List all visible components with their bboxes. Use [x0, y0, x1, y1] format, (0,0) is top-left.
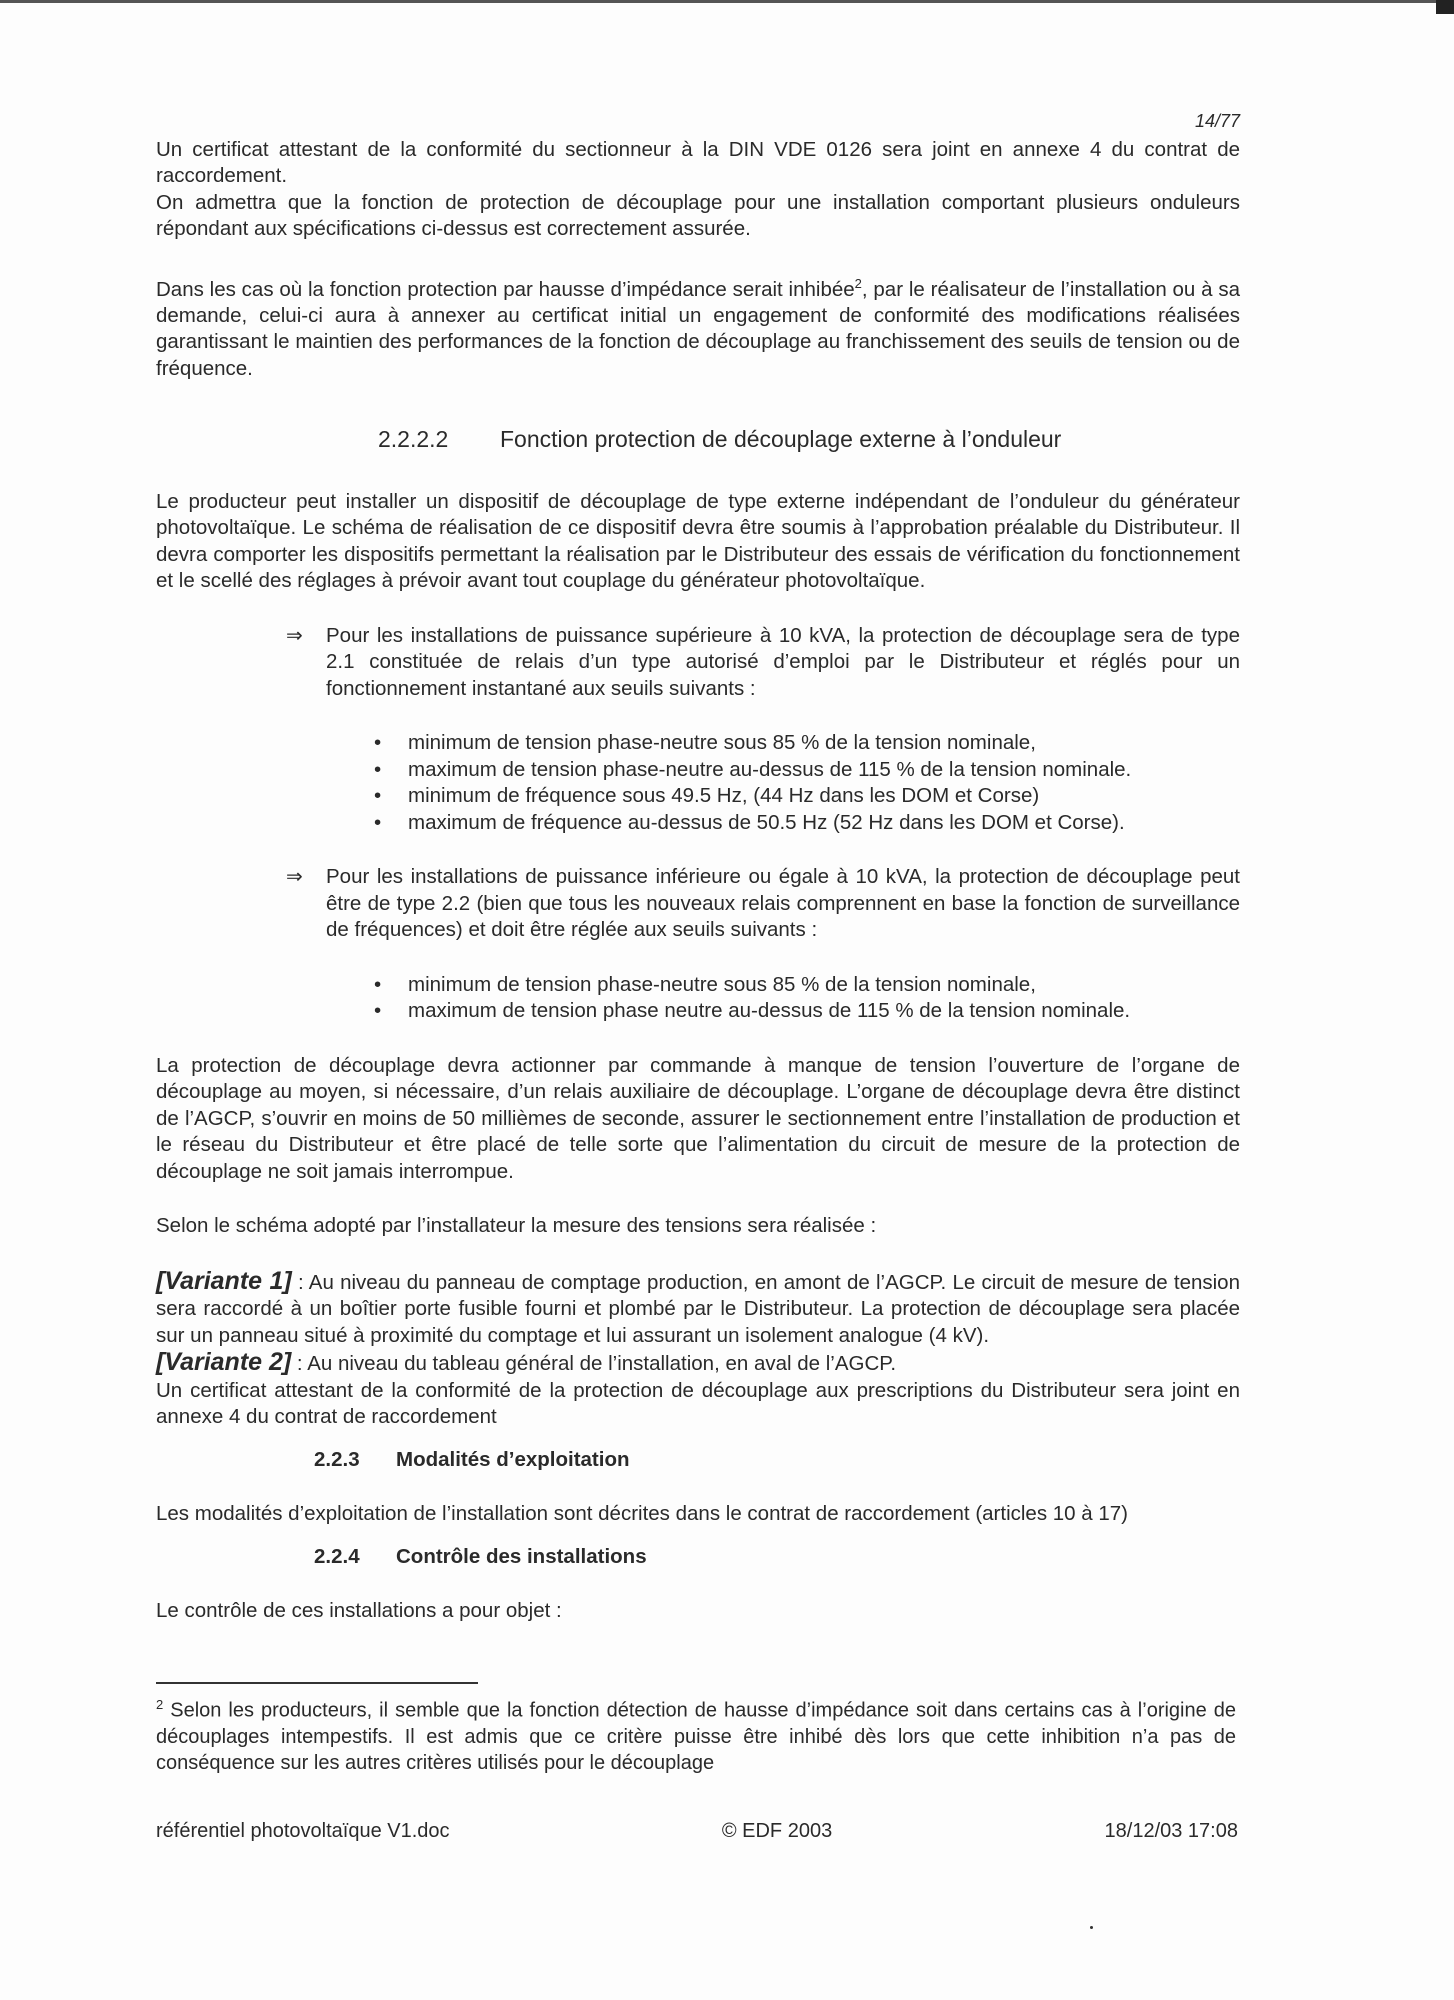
section-title: Modalités d’exploitation [396, 1447, 630, 1471]
section-heading-224 [314, 1544, 1240, 1571]
page-content [156, 108, 1240, 1625]
case-below-10kva [286, 864, 1240, 944]
implies-arrow-icon: ⇒ [286, 624, 303, 647]
paragraph-hausse-impedance-start: Dans les cas où la fonction protection par hausse d’impédance serait inhibée [156, 277, 855, 301]
case-above-10kva [286, 623, 1240, 703]
list-item: • minimum de tension phase-neutre sous 85 % de la tension nominale, [366, 730, 1240, 757]
variante-2 [156, 1349, 1240, 1378]
section-title: Fonction protection de découplage externe à l’onduleur [500, 426, 1062, 453]
list-item: • maximum de fréquence au-dessus de 50.5 Hz (52 Hz dans les DOM et Corse). [366, 810, 1240, 837]
list-item: • minimum de fréquence sous 49.5 Hz, (44 Hz dans les DOM et Corse) [366, 783, 1240, 810]
variante-2-label: [Variante 2] [156, 1348, 292, 1377]
paragraph-hausse-impedance-end: , par le réalisateur de l’installation ou à sa demande, celui-ci aura à annexer au certificat initial un engagement de conformité des modifications réalisées garantissant le maintien des performances de la fonction de découplage au franchissement des seuils de tension ou de fréquence. [156, 277, 1240, 380]
footer-filename: référentiel photovoltaïque V1.doc [156, 1820, 450, 1842]
paragraph-dispositif-externe: Le producteur peut installer un dispositif de découplage de type externe indépendant de l’onduleur du générateur photovoltaïque. Le schéma de réalisation de ce dispositif devra être soumis à l’approbation préalable du Distributeur. Il devra comporter les dispositifs permettant la réalisation par le Distributeur des essais de vérification du fonctionnement et le scellé des réglages à prévoir avant tout couplage du générateur photovoltaïque. [156, 489, 1240, 593]
thresholds-list-below-10kva [366, 972, 1240, 1025]
paragraph-organe-decouplage: La protection de découplage devra actionner par commande à manque de tension l’ouverture de l’organe de découplage au moyen, si nécessaire, d’un relais auxiliaire de découplage. L’organe de découplage devra être distinct de l’AGCP, s’ouvrir en moins de 50 millièmes de seconde, assurer le sectionnement entre l’installation de production et le réseau du Distributeur et être placé de telle sorte que l’alimentation du circuit de mesure de la protection de découplage ne soit jamais interrompue. [156, 1053, 1240, 1183]
footnote-separator [156, 1682, 478, 1684]
case-below-10kva-text: Pour les installations de puissance inférieure ou égale à 10 kVA, la protection de découplage peut être de type 2.2 (bien que tous les nouveaux relais comprennent en base la fonction de surveillance de fréquences) et doit être réglée aux seuils suivants : [326, 865, 1240, 942]
thresholds-list-above-10kva [366, 730, 1240, 836]
paragraph-plusieurs-onduleurs: On admettra que la fonction de protection de découplage pour une installation comportant plusieurs onduleurs répondant aux spécifications ci-dessus est correctement assurée. [156, 190, 1240, 240]
footnote-reference: 2 [854, 275, 862, 291]
page-number: 14/77 [1194, 111, 1240, 131]
variante-1-label: [Variante 1] [156, 1266, 292, 1295]
footer-copyright: © EDF 2003 [721, 1820, 833, 1842]
footnote-mark: 2 [156, 1697, 164, 1712]
section-heading-223 [314, 1447, 1240, 1474]
footer-date: 18/12/03 17:08 [1104, 1820, 1238, 1842]
scan-top-edge [0, 0, 1454, 3]
paragraph-controle-objet: Le contrôle de ces installations a pour objet : [156, 1599, 562, 1623]
paragraph-mesure-tensions: Selon le schéma adopté par l’installateur la mesure des tensions sera réalisée : [156, 1214, 877, 1238]
section-number: 2.2.3 [314, 1447, 360, 1471]
section-title: Contrôle des installations [396, 1544, 647, 1568]
paragraph-certificat-protection: Un certificat attestant de la conformité de la protection de découplage aux prescriptions du Distributeur sera joint en annexe 4 du contrat de raccordement [156, 1378, 1240, 1429]
scan-speck [1090, 1926, 1093, 1929]
scan-corner-mark [1436, 0, 1454, 14]
list-item: • minimum de tension phase-neutre sous 85 % de la tension nominale, [366, 972, 1240, 999]
paragraph-hausse-impedance [156, 271, 1240, 383]
variante-1 [156, 1268, 1240, 1350]
implies-arrow-icon: ⇒ [286, 866, 303, 889]
paragraph-certificat-sectionneur: Un certificat attestant de la conformité du sectionneur à la DIN VDE 0126 sera joint en annexe 4 du contrat de raccordement. [156, 137, 1240, 187]
section-number: 2.2.4 [314, 1544, 360, 1568]
case-above-10kva-text: Pour les installations de puissance supérieure à 10 kVA, la protection de découplage sera de type 2.1 constituée de relais d’un type autorisé d’emploi par le Distributeur et réglés pour un fonctionnement instantané aux seuils suivants : [326, 623, 1240, 700]
section-number: 2.2.2.2 [378, 426, 449, 453]
variante-2-text: : Au niveau du tableau général de l’installation, en aval de l’AGCP. [291, 1352, 897, 1376]
section-heading-2222 [378, 426, 1240, 453]
list-item: • maximum de tension phase neutre au-dessus de 115 % de la tension nominale. [366, 998, 1240, 1025]
list-item: • maximum de tension phase-neutre au-dessus de 115 % de la tension nominale. [366, 757, 1240, 784]
footnote [156, 1692, 1236, 1776]
page-footer [156, 1820, 1238, 1843]
footnote-text: Selon les producteurs, il semble que la fonction détection de hausse d’impédance soit dans certains cas à l’origine de découplages intempestifs. Il est admis que ce critère puisse être inhibé dès lors que cette inhibition n’a pas de conséquence sur les autres critères utilisés pour le découplage [156, 1699, 1236, 1774]
paragraph-modalites: Les modalités d’exploitation de l’installation sont décrites dans le contrat de raccordement (articles 10 à 17) [156, 1502, 1128, 1526]
variante-1-text: : Au niveau du panneau de comptage production, en amont de l’AGCP. Le circuit de mesure de tension sera raccordé à un boîtier porte fusible fourni et plombé par le Distributeur. La protection de découplage sera placée sur un panneau situé à proximité du comptage et lui assurant un isolement analogue (4 kV). [156, 1270, 1240, 1347]
